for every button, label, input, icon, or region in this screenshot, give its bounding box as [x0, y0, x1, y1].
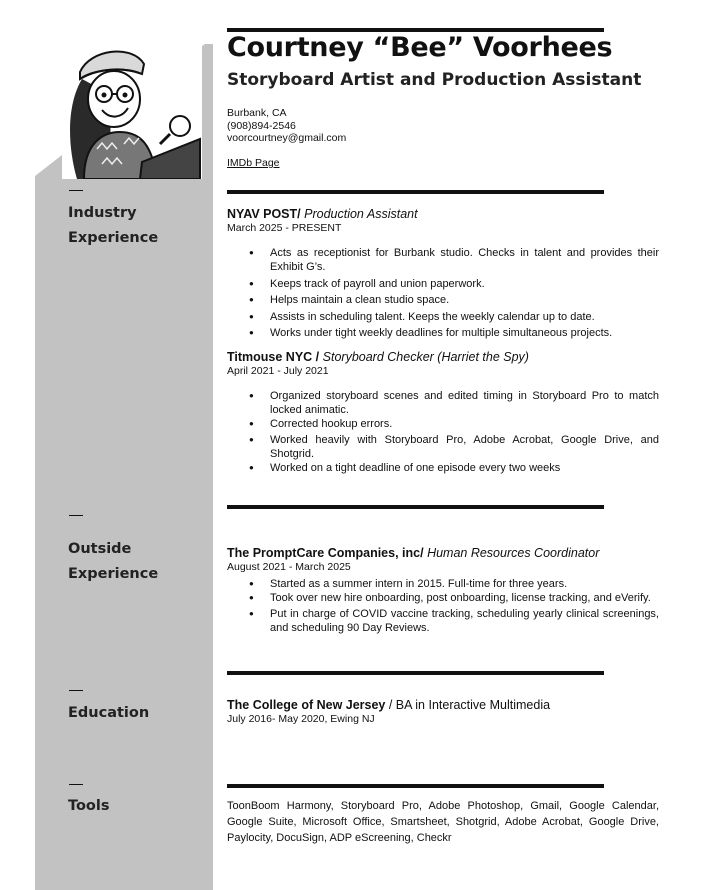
- education-entry: [227, 697, 659, 726]
- candidate-name: Courtney “Bee” Voorhees: [227, 32, 613, 63]
- school-title: The College of New Jersey / BA in Interactive Multimedia: [227, 698, 551, 712]
- education-section-label: Education: [68, 705, 150, 721]
- outside-rule: [227, 505, 604, 509]
- list-item: ● Helps maintain a clean studio space.: [227, 293, 659, 307]
- list-item: ● Assists in scheduling talent. Keeps the weekly calendar up to date.: [227, 310, 659, 324]
- outside-section-label: Outside Experience: [68, 541, 159, 582]
- job-title: NYAV POST/ Production Assistant: [227, 207, 418, 221]
- list-item: ● Keeps track of payroll and union paperwork.: [227, 277, 659, 291]
- industry-dash: [69, 190, 83, 191]
- tools-list: ToonBoom Harmony, Storyboard Pro, Adobe Photoshop, Gmail, Google Calendar, Google Suite, Microsoft Office, Smartsheet, Shotgrid, Adobe Acrobat, Google Drive, Paylocity, DocuSign, ADP eScreening, Checkr: [227, 800, 659, 844]
- job-bullets: [227, 577, 659, 635]
- email[interactable]: voorcourtney@gmail.com: [227, 132, 347, 144]
- job-titmouse: [227, 349, 659, 475]
- job-promptcare: [227, 545, 659, 635]
- outside-dash: [69, 515, 83, 516]
- phone: (908)894-2546: [227, 119, 296, 132]
- list-item: ● Worked on a tight deadline of one episode every two weeks: [227, 461, 659, 475]
- industry-rule: [227, 190, 604, 194]
- tools-rule: [227, 784, 604, 788]
- job-dates: April 2021 - July 2021: [227, 365, 329, 377]
- list-item: ● Worked heavily with Storyboard Pro, Adobe Acrobat, Google Drive, and Shotgrid.: [227, 433, 659, 461]
- education-dates: July 2016- May 2020, Ewing NJ: [227, 713, 375, 725]
- education-dash: [69, 690, 83, 691]
- job-nyav: [227, 206, 659, 340]
- industry-section-label: Industry Experience: [68, 205, 159, 246]
- list-item: ● Organized storyboard scenes and edited timing in Storyboard Pro to match locked animatic.: [227, 389, 659, 417]
- job-dates: August 2021 - March 2025: [227, 561, 351, 573]
- tools-dash: [69, 784, 83, 785]
- job-title: The PromptCare Companies, inc/ Human Resources Coordinator: [227, 546, 600, 560]
- avatar: [62, 44, 202, 179]
- education-rule: [227, 671, 604, 675]
- job-dates: March 2025 - PRESENT: [227, 222, 342, 234]
- list-item: ● Started as a summer intern in 2015. Full-time for three years.: [227, 577, 659, 591]
- location: Burbank, CA: [227, 107, 287, 119]
- list-item: ● Took over new hire onboarding, post onboarding, license tracking, and eVerify.: [227, 591, 659, 605]
- candidate-title: Storyboard Artist and Production Assistant: [227, 70, 642, 90]
- list-item: ● Works under tight weekly deadlines for multiple simultaneous projects.: [227, 326, 659, 340]
- imdb-link[interactable]: IMDb Page: [227, 157, 280, 169]
- job-bullets: [227, 246, 659, 340]
- contact-info: [227, 107, 346, 145]
- list-item: ● Corrected hookup errors.: [227, 417, 659, 431]
- job-bullets: [227, 389, 659, 475]
- list-item: ● Put in charge of COVID vaccine tracking, scheduling yearly clinical screenings, and scheduling 90 Day Reviews.: [227, 607, 659, 635]
- list-item: ● Acts as receptionist for Burbank studio. Checks in talent and provides their Exhibit G’s.: [227, 246, 659, 274]
- job-title: Titmouse NYC / Storyboard Checker (Harriet the Spy): [227, 350, 529, 364]
- tools-section-label: Tools: [68, 798, 110, 814]
